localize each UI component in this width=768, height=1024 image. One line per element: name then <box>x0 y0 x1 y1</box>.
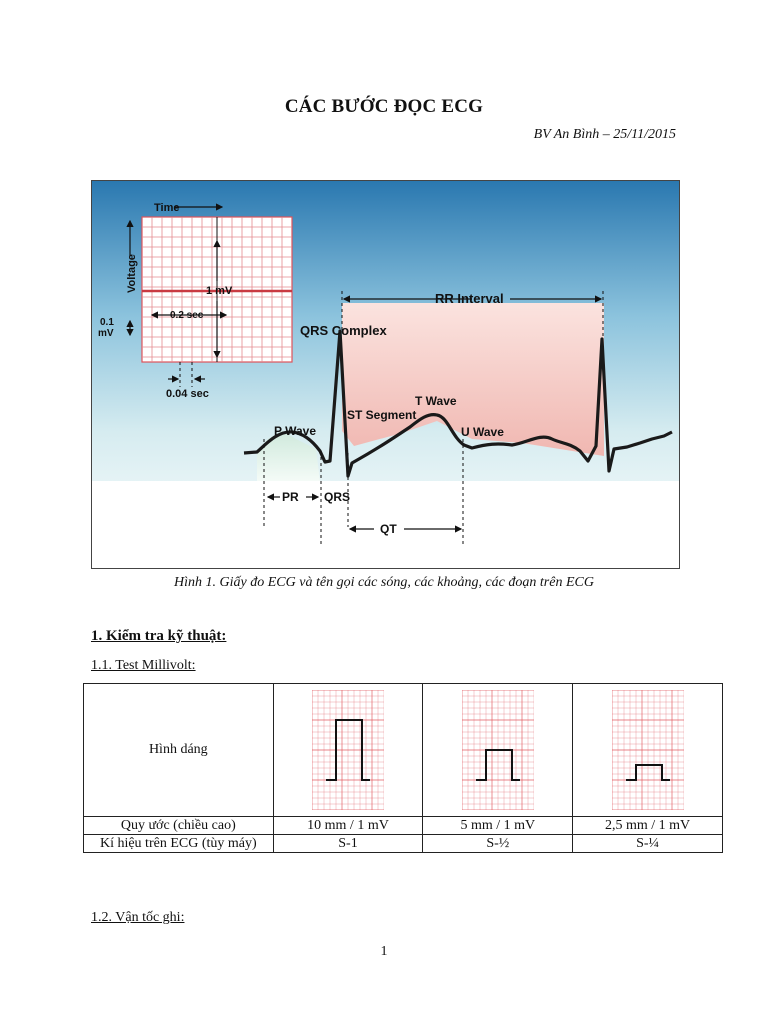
subsection-heading-speed: 1.2. Vận tốc ghi: <box>91 910 185 925</box>
label-qt: QT <box>380 522 397 536</box>
pulse-3 <box>612 690 684 810</box>
pulse-cell-1 <box>273 684 423 817</box>
label-voltage: Voltage <box>126 254 138 293</box>
table-cell: S-¼ <box>573 835 723 853</box>
table-cell: 10 mm / 1 mV <box>273 817 423 835</box>
figure-caption <box>0 575 768 591</box>
label-one-mv: 1 mV <box>206 285 233 297</box>
label-st-segment: ST Segment <box>347 408 417 422</box>
table-cell: S-½ <box>423 835 573 853</box>
pulse-cell-2 <box>423 684 573 817</box>
label-qrs: QRS <box>324 490 351 504</box>
label-pr: PR <box>282 490 299 504</box>
ecg-diagram <box>92 181 679 568</box>
millivolt-table <box>83 683 723 853</box>
table-row <box>84 835 723 853</box>
document-byline: BV An Bình – 25/11/2015 <box>533 127 676 142</box>
section-heading: 1. Kiểm tra kỹ thuật: <box>91 628 227 644</box>
label-point-zero-four-sec: 0.04 sec <box>166 388 209 400</box>
document-title: CÁC BƯỚC ĐỌC ECG <box>284 96 484 117</box>
caption-text: Giấy đo ECG và tên gọi các sóng, các khoảng, các đoạn trên ECG <box>219 575 594 590</box>
ecg-figure <box>91 180 680 569</box>
row-label: Kí hiệu trên ECG (tùy máy) <box>84 835 274 853</box>
label-point-two-sec: 0.2 sec <box>170 310 204 321</box>
table-cell: 2,5 mm / 1 mV <box>573 817 723 835</box>
label-qrs-complex: QRS Complex <box>300 323 387 338</box>
subsection-heading-millivolt: 1.1. Test Millivolt: <box>91 658 196 673</box>
shape-label-cell: Hình dáng <box>84 684 274 817</box>
label-p-wave: P Wave <box>274 424 317 438</box>
label-t-wave: T Wave <box>415 394 457 408</box>
pulse-1 <box>312 690 384 810</box>
label-u-wave: U Wave <box>461 425 504 439</box>
label-rr-interval: RR Interval <box>435 291 504 306</box>
table-cell: S-1 <box>273 835 423 853</box>
table-cell: 5 mm / 1 mV <box>423 817 573 835</box>
label-time: Time <box>154 202 180 214</box>
label-point-one-mv: 0.1 mV <box>98 317 114 339</box>
table-row-shape <box>84 684 723 817</box>
caption-prefix: Hình 1. <box>174 575 217 590</box>
row-label: Quy ước (chiều cao) <box>84 817 274 835</box>
pulse-cell-3 <box>573 684 723 817</box>
pulse-2 <box>462 690 534 810</box>
table-row <box>84 817 723 835</box>
page-number: 1 <box>380 944 388 959</box>
